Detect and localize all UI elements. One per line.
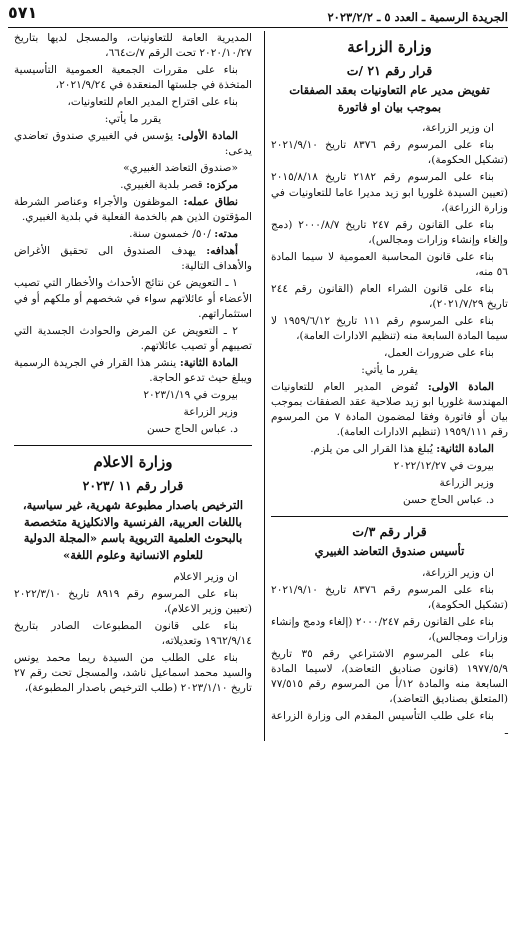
decides-line: يقرر ما يأتي: [104,113,162,126]
field-text: /٥٠/ خمسون سنة. [129,228,215,241]
signer-title: وزير الزراعة [183,405,238,418]
fund-scope [14,195,252,225]
signer-name: د. عباس الحاج حسن [146,422,238,435]
signer-name: د. عباس الحاج حسن [402,494,494,507]
preamble-line: ان وزير الاعلام [173,570,238,583]
fund-center [14,178,252,193]
signer-title: وزير الزراعة [439,477,494,490]
preamble-line: بناء على المرسوم الاشتراعي رقم ٣٥ تاريخ ١٩٧٧/٥/٩ (قانون صناديق التعاضد)، لاسيما المادة السابعة منه والمادة ١٢/أ من المرسوم رقم ٧٧/٥١٥ (المتعلق بصناديق التعاضد)، [271,647,508,705]
preamble-line: بناء على المرسوم رقم ٨٣٧٦ تاريخ ٢٠٢١/٩/١٠ (تشكيل الحكومة)، [271,583,508,611]
section-divider [271,516,508,517]
preamble-line: بناء على ضرورات العمل، [384,346,494,359]
signature-date: بيروت في ٢٠٢٣/١/١٩ [143,388,238,401]
article-label: المادة الاولى: [427,380,494,393]
field-label: نطاق عمله: [183,196,238,209]
preamble-line: بناء على المرسوم رقم ٨٣٧٦ تاريخ ٢٠٢١/٩/١٠ (تشكيل الحكومة)، [271,139,508,167]
right-column [264,31,508,741]
ministry-heading: وزارة الاعلام [93,452,173,471]
field-text: قصر بلدية الغبيري. [120,179,207,192]
article-label: المادة الأولى: [177,130,238,143]
preamble-line: بناء على قانون المحاسبة العمومية لا سيما المادة ٥٦ منه، [271,250,508,278]
decision-title: تأسيس صندوق التعاضد الغبيري [314,543,465,558]
fund-name: «صندوق التعاضد الغبيري» [123,162,238,175]
field-label: مدته: [214,228,238,241]
article-label: المادة الثانية: [179,356,239,369]
article-text: يؤسس في الغبيري صندوق تعاضدي يدعى: [14,130,252,158]
goal-item: ١ ـ التعويض عن نتائج الأحداث والأخطار التي تصيب الأعضاء أو عائلاتهم سواء في شخصهم أو ملكهم أو في استثماراتهم. [14,277,252,320]
field-text: يهدف الصندوق الى تحقيق الأغراض والأهداف التالية: [14,245,252,273]
preamble-line: المديرية العامة للتعاونيات، والمسجل لديها بتاريخ ٢٠٢٠/١٠/٢٧ تحت الرقم ٧/ت٦٦٤، [14,32,252,60]
goal-item: ٢ ـ التعويض عن المرض والحوادث الجسدية التي تصيبهم أو تصيب عائلاتهم. [14,324,252,352]
fund-goals [14,244,252,274]
preamble-line: بناء على القانون رقم ٢٤٧ تاريخ ٢٠٠٠/٨/٧ (دمج وإلغاء وإنشاء وزارات ومجالس)، [271,218,508,246]
preamble-line: بناء على قانون المطبوعات الصادر بتاريخ ١٩٦٢/٩/١٤ وتعديلاته، [14,619,252,647]
field-text: الموظفون والأجراء وعناصر الشرطة المؤقتون الذين هم بالخدمة الفعلية في بلدية الغبيري. [14,196,252,224]
decision-title: الترخيص باصدار مطبوعة شهرية، غير سياسية، باللغات العربية، الفرنسية والانكليزية متخصصة بالبحوث العلمية التربوية باسم «المجلة الدولية للعلوم الانسانية وعلوم اللغة» [22,497,244,562]
preamble-line: بناء على مقررات الجمعية العمومية التأسيسية المتخذة في جلستها المنعقدة في ٢٠٢١/٩/٢٤، [14,64,252,92]
columns [8,31,508,741]
decision-number: قرار رقم ١١ /٢٠٢٣ [82,478,184,494]
decision-title: تفويض مدير عام التعاونيات بعقد الصفقات بموجب بيان او فاتورة [289,83,490,114]
field-label: مركزه: [206,179,238,192]
article-2 [14,356,252,386]
signature-date: بيروت في ٢٠٢٢/١٢/٢٧ [393,460,494,473]
section-divider [14,445,252,446]
preamble-line: بناء على المرسوم رقم ١١١ تاريخ ١٩٥٩/٦/١٢ لا سيما المادة السابعة منه (تنظيم الادارات العامة)، [271,314,508,342]
preamble-line: بناء على المرسوم رقم ٨٩١٩ تاريخ ٢٠٢٢/٣/١٠ (تعيين وزير الاعلام)، [14,587,252,615]
preamble-line: ان وزير الزراعة، [422,122,494,135]
fund-duration [14,227,252,242]
decision-number: قرار رقم ٢١ /ت [346,63,433,79]
ministry-heading: وزارة الزراعة [347,38,432,56]
article-text: ينشر هذا القرار في الجريدة الرسمية ويبلغ حيث تدعو الحاجة. [14,356,252,384]
article-1 [14,129,252,159]
preamble-line: ان وزير الزراعة، [422,566,494,579]
preamble-line: بناء على قانون الشراء العام (القانون رقم ٢٤٤ تاريخ ٢٠٢١/٧/٢٩)، [271,282,508,310]
preamble-line: بناء على اقتراح المدير العام للتعاونيات، [67,96,238,109]
article-label: المادة الثانية: [436,443,494,456]
article-text: تُفوض المدير العام للتعاونيات المهندسة غلوريا ابو زيد صلاحية عقد الصفقات بموجب بيان أو فاتورة وفقا لمضمون المادة ٧ من المرسوم رقم ١٩٥٩/١١١ (تنظيم الادارات العامة). [271,380,508,438]
preamble-line: بناء على المرسوم رقم ٢١٨٢ تاريخ ٢٠١٥/٨/١٨ (تعيين السيدة غلوريا ابو زيد مديرا عاما للتعاونيات في وزارة الزراعة)، [271,171,508,214]
field-label: أهدافه: [206,245,238,258]
gazette-title: الجريدة الرسمية ـ العدد ٥ ـ ٢٠٢٣/٢/٢ [327,9,508,24]
article-text: يُبلغ هذا القرار الى من يلزم. [310,443,437,456]
preamble-line: بناء على القانون رقم ٢٠٠٠/٢٤٧ (إلغاء ودمج وإنشاء وزارات ومجالس)، [271,615,508,643]
preamble-line: بناء على الطلب من السيدة ريما محمد يونس والسيد محمد اسماعيل ناشد، والمسجل تحت رقم ٢٧ تاريخ ٢٠٢٣/١/١٠ (طلب الترخيص باصدار المطبوعة)، [14,651,252,694]
page-header [8,3,508,28]
decides-line: يقرر ما يأتي: [361,363,418,376]
page-number: ٥٧١ [8,3,38,23]
preamble-line: بناء على طلب التأسيس المقدم الى وزارة الزراعة ـ [271,709,508,737]
left-column [14,31,258,741]
article-2 [271,442,508,457]
decision-number: قرار رقم ٣/ت [352,524,427,540]
article-1 [271,380,508,440]
